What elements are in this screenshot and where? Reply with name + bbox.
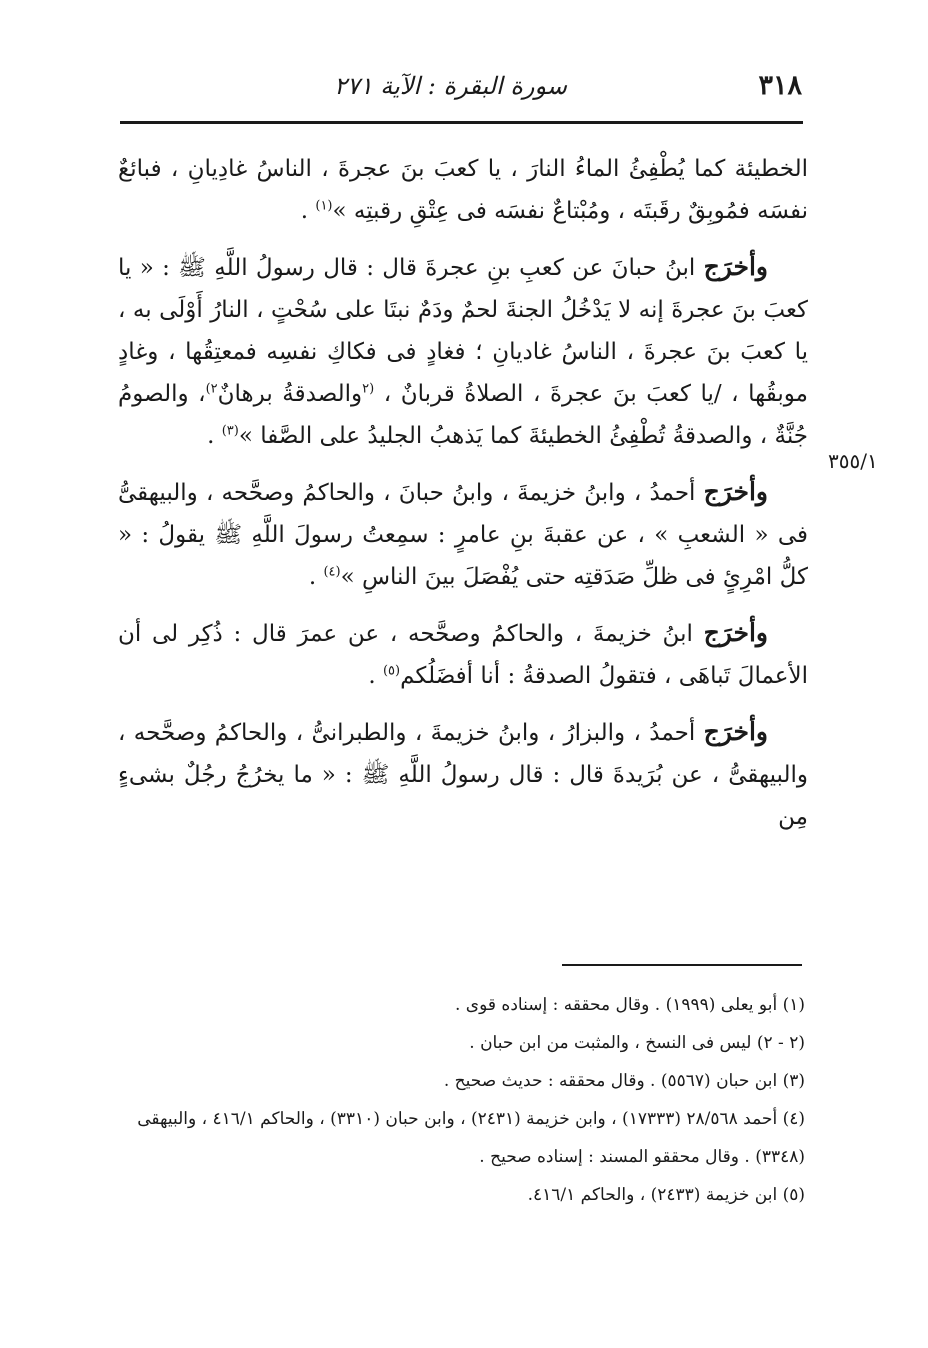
running-title: سورة البقرة : الآية ٢٧١: [333, 72, 567, 100]
paragraph-tail: .: [207, 423, 222, 449]
paragraph-tail: .: [368, 663, 383, 689]
paragraph-2: [118, 246, 808, 457]
main-text: [118, 148, 808, 838]
paragraph-text: أحمدُ ، والبزارُ ، وابنُ خزيمةَ ، والطبرانىُّ ، والحاكمُ وصحَّحه ، والبيهقىُّ ، عن بُرَيدةَ قال : قال رسولُ اللَّهِ ﷺ : « ما يخرُجُ رجُلٌ بشىءٍ مِن: [118, 720, 808, 830]
paragraph-tail: .: [308, 564, 324, 590]
paragraph-4: [118, 612, 808, 697]
footnote-ref-3[interactable]: (٣): [221, 423, 239, 439]
paragraph-text-3: ، والصومُ جُنَّةٌ ، والصدقةُ تُطْفِئُ الخطيئةَ كما يَذهبُ الجليدُ على الصَّفا »: [118, 381, 808, 449]
footnote-2: (٢ - ٢) ليس فى النسخ ، والمثبت من ابن حبان .: [469, 1033, 805, 1053]
page-header: [120, 64, 802, 116]
paragraph-text: ابنُ خزيمةَ ، والحاكمُ وصحَّحه ، عن عمرَ قال : ذُكِر لى أن الأعمالَ تَباهَى ، فتقولُ الصدقةُ : أنا أفضَلُكم: [118, 621, 808, 689]
paragraph-tail: .: [300, 198, 316, 224]
footnotes: [120, 986, 805, 1214]
paragraph-text: أحمدُ ، وابنُ خزيمةَ ، وابنُ حبانَ ، والحاكمُ وصحَّحه ، والبيهقىُّ فى « الشعبِ » ، عن عقبةَ بنِ عامرٍ : سمِعتُ رسولَ اللَّهِ ﷺ يقولُ : « كلُّ امْرِئٍ فى ظلِّ صَدَقتِه حتى يُفْصَلَ بينَ الناسِ »: [118, 480, 808, 590]
page-number: ٣١٨: [758, 70, 802, 101]
footnote-5: (٥) ابن خزيمة (٢٤٣٣) ، والحاكم ٤١٦/١.: [527, 1185, 805, 1205]
paragraph-3: [118, 471, 808, 598]
footnote-4: (٤) أحمد ٢٨/٥٦٨ (١٧٣٣٣) ، وابن خزيمة (٢٤٣١) ، وابن حبان (٣٣١٠) ، والحاكم ٤١٦/١ ، والبيهقى (٣٣٤٨) . وقال محققو المسند : إسناده صحيح .: [137, 1109, 805, 1167]
footnote-ref-2[interactable]: ٢): [205, 381, 218, 397]
paragraph-lead: وأخرَج: [703, 477, 768, 506]
paragraph-5: [118, 711, 808, 838]
header-rule: [120, 121, 803, 124]
paragraph-lead: وأخرَج: [703, 618, 768, 647]
footnote-rule: [562, 964, 802, 966]
footnote-3: (٣) ابن حبان (٥٥٦٧) . وقال محققه : حديث صحيح .: [443, 1071, 805, 1091]
paragraph-lead: وأخرَج: [703, 252, 768, 281]
paragraph-lead: وأخرَج: [703, 717, 768, 746]
footnote-1: (١) أبو يعلى (١٩٩٩) . وقال محققه : إسناده قوى .: [455, 995, 805, 1015]
footnote-ref[interactable]: (٤): [323, 564, 341, 580]
footnote-ref[interactable]: (٢: [362, 381, 375, 397]
margin-reference: ٣٥٥/١: [828, 449, 878, 473]
footnote-ref[interactable]: (٥): [382, 663, 401, 679]
footnote-ref[interactable]: (١): [315, 198, 333, 214]
paragraph-text: الخطيئة كما يُطْفِئُ الماءُ النارَ ، يا كعبَ بنَ عجرةَ ، الناسُ غادِيانِ ، فبائعٌ نفسَه فمُوبِقٌ رقَبتَه ، ومُبْتاعٌ نفسَه فى عِتْقِ رقبتِه »: [118, 156, 808, 224]
paragraph-text: ابنُ حبانَ عن كعبِ بنِ عجرةَ قال : قال رسولُ اللَّهِ ﷺ : « يا كعبَ بنَ عجرةَ إنه لا يَدْخُلُ الجنةَ لحمٌ ودَمٌ نبتَا على سُحْتٍ ، النارُ أَوْلَى به ، يا كعبَ بنَ عجرةَ ، الناسُ غاديانِ ؛ فغادٍ فى فكاكِ نفسِه فمعتِقُها ، وغادٍ موبقُها ، /يا كعبَ بنَ عجرةَ ، الصلاةُ قربانٌ ،: [118, 255, 809, 407]
paragraph-1: [118, 148, 808, 232]
paragraph-text-2: والصدقةُ برهانٌ: [217, 381, 363, 407]
